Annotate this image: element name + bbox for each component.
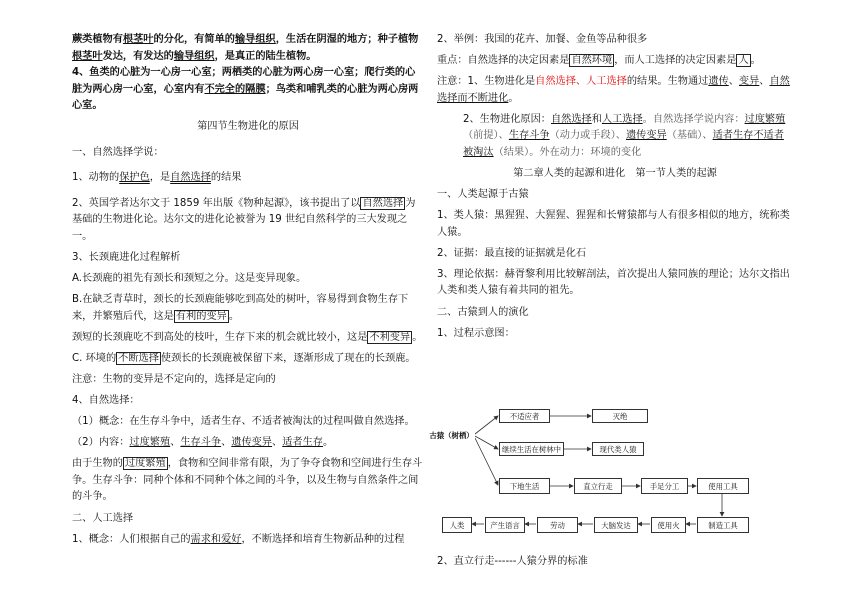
node-make-tools: 制造工具 (697, 517, 749, 533)
node-language: 产生语言 (485, 517, 525, 533)
arrow-root-unfit (475, 416, 498, 434)
item-giraffe-c: C. 环境的 不断选择 使颈长的长颈鹿被保留下来，逐渐形成了现在的长颈鹿。 (72, 352, 416, 364)
item-attention: 注意：1、生物进化是自然选择、人工选择的结果。生物通过遗传、变异、自然选择而不断进化。 (437, 76, 790, 104)
item-concept: （1）概念：在生存斗争中，适者生存、不适者被淘汰的过程叫做自然选择。 (72, 416, 415, 428)
node-ground-life: 下地生活 (499, 478, 550, 494)
section-title-evolution-causes: 第四节生物进化的原因 (197, 121, 299, 133)
arrow-root-ground (475, 438, 498, 485)
item-darwin: 2、英国学者达尔文于 1859 年出版《物种起源》，该书提出了以 自然选择 为基础的生物进化论。达尔文的进化论被誉为 19 世纪自然科学的三大发现之一。 (72, 197, 416, 242)
item-giraffe-b: B.在缺乏青草时，颈长的长颈鹿能够吃到高处的树叶，容易得到食物生存下来，并繁殖后代，这是 有利的变异 。 (72, 294, 409, 322)
node-use-tools: 使用工具 (697, 478, 749, 494)
left-para-fern: 蕨类植物有根茎叶的分化，有简单的输导组织，生活在阴湿的地方；种子植物根茎叶发达，有发达的输导组织，是真正的陆生植物。 (72, 34, 419, 62)
left-para-heart: 4、鱼类的心脏为一心房一心室；两栖类的心脏为两心房一心室；爬行类的心脏为两心房一心室，心室内有不完全的隔膜；鸟类和哺乳类的心脏为两心房两心室。 (72, 67, 419, 112)
item-content: （2）内容：过度繁殖、生存斗争、遗传变异、适者生存。 (72, 437, 334, 449)
node-tree-life: 继续生活在树林中 (499, 442, 564, 456)
item-variation-note: 注意：生物的变异是不定向的，选择是定向的 (72, 373, 276, 385)
item-giraffe-heading: 3、长颈鹿进化过程解析 (72, 251, 181, 263)
node-human: 人类 (442, 517, 472, 533)
section-title-human-origin: 第二章人类的起源和进化 第一节人类的起源 (513, 167, 717, 179)
node-upright: 直立行走 (574, 478, 622, 494)
item-diagram-label: 1、过程示意图： (437, 327, 515, 339)
item-giraffe-a: A.长颈鹿的祖先有颈长和颈短之分。这是变异现象。 (72, 272, 307, 284)
node-use-fire: 使用火 (651, 517, 686, 533)
item-evolution-causes: 2、生物进化原因：自然选择和人工选择。自然选择学说内容：过度繁殖（前提）、生存斗争（动力或手段）、遗传变异（基础）、适者生存不适者被淘汰（结果）。外在动力：环境的变化 (463, 113, 786, 158)
item-examples: 2、举例：我国的花卉、加餐、金鱼等品种很多 (437, 34, 648, 45)
item-natural-selection-heading: 4、自然选择： (72, 395, 140, 407)
item-apes: 1、类人猿：黑猩猩、大猩猩、猩猩和长臂猿都与人有很多相似的地方，统称类人猿。 (437, 210, 790, 238)
item-giraffe-short: 颈短的长颈鹿吃不到高处的枝叶，生存下来的机会就比较小，这是 不利变异 。 (72, 331, 423, 343)
heading-natural-selection: 一、自然选择学说： (72, 146, 164, 158)
item-evidence: 2、证据：最直接的证据就是化石 (437, 247, 587, 259)
item-artificial-concept: 1、概念：人们根据自己的需求和爱好，不断选择和培育生物新品种的过程 (72, 533, 405, 545)
node-brain: 大脑发达 (594, 517, 638, 533)
heading-ape-origin: 一、人类起源于古猿 (437, 189, 529, 201)
item-upright-walking: 2、直立行走------人猿分界的标准 (437, 556, 588, 567)
node-unfit: 不适应者 (499, 409, 550, 423)
item-theory: 3、理论依据：赫胥黎利用比较解剖法，首次提出人猿同族的理论；达尔文指出人类和类人猿有着共同的祖先。 (437, 268, 790, 297)
node-ancient-ape: 古猿（树栖） (428, 427, 475, 443)
left-column (72, 32, 424, 553)
node-hand-foot: 手足分工 (641, 478, 688, 494)
heading-evolution-stages: 二、古猿到人的演化 (437, 306, 529, 318)
arrow-root-tree (475, 436, 498, 449)
node-extinct: 灭绝 (592, 409, 648, 423)
item-protective-color: 1、动物的保护色，是自然选择的结果 (72, 172, 242, 184)
node-modern-ape: 现代类人猿 (592, 442, 644, 456)
evolution-diagram (428, 398, 768, 543)
item-key-point: 重点：自然选择的决定因素是 自然环境 ，而人工选择的决定因素是 人 。 (437, 55, 761, 67)
heading-artificial-selection: 二、人工选择 (72, 512, 134, 524)
node-labor: 劳动 (537, 517, 578, 533)
item-overproduction: 由于生物的 过度繁殖 ，食物和空间非常有限，为了争夺食物和空间进行生存斗争。生存斗争：同种个体和不同种个体之间的斗争，以及生物与自然条件之间的斗争。 (72, 458, 423, 503)
